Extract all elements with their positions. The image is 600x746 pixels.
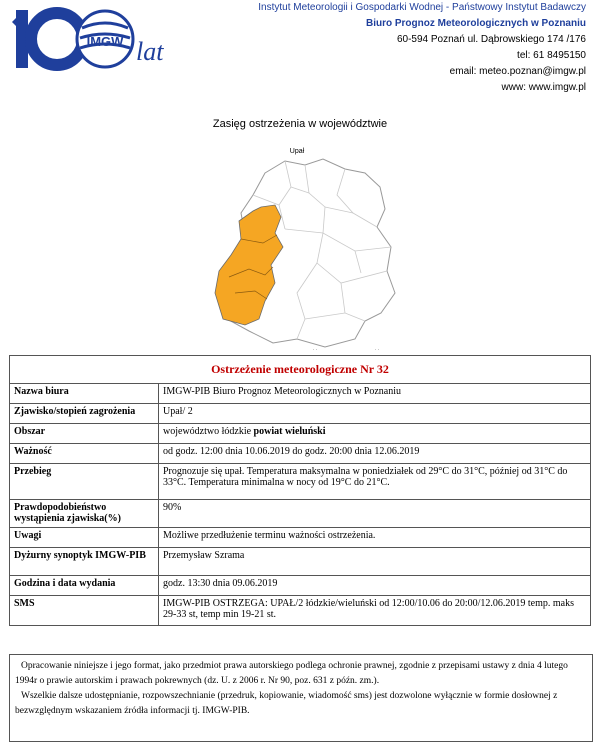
row-label: Przebieg: [10, 464, 159, 500]
email: email: meteo.poznan@imgw.pl: [449, 66, 586, 77]
copyright-notice: [9, 654, 593, 742]
warning-title-row: [10, 356, 591, 384]
table-row: [10, 424, 591, 444]
svg-text:. .: . .: [375, 346, 380, 352]
logo-text: IMGW: [86, 34, 124, 49]
phone: tel: 61 8495150: [517, 50, 586, 61]
row-value: Prognozuje się upał. Temperatura maksymalna w poniedziałek od 29°C do 31°C, później od 31°C do 33°C. Temperatura minimalna w nocy od 19°C do 21°C.: [159, 464, 591, 500]
row-value: Przemysław Szrama: [159, 548, 591, 576]
table-row: [10, 404, 591, 424]
table-row: [10, 464, 591, 500]
row-label: Nazwa biura: [10, 384, 159, 404]
table-row: [10, 528, 591, 548]
row-value: Upał/ 2: [159, 404, 591, 424]
area-county: powiat wieluński: [253, 426, 326, 437]
svg-text:. .: . .: [313, 346, 318, 352]
table-row: [10, 548, 591, 576]
copyright-paragraph: Opracowanie niniejsze i jego format, jako przedmiot prawa autorskiego podlega ochronie prawnej, zgodnie z przepisami ustawy z dnia 4 lutego 1994r o prawie autorskim i prawach pokrewnych (dz. U. z 2006 r. Nr 90, poz. 631 z późn. zm.).: [15, 661, 568, 686]
row-value: godz. 13:30 dnia 09.06.2019: [159, 576, 591, 596]
area-prefix: województwo łódzkie: [163, 426, 254, 437]
row-label: SMS: [10, 596, 159, 626]
table-row: [10, 596, 591, 626]
imgw-100-lat-logo: [12, 4, 182, 74]
table-row: [10, 576, 591, 596]
redistribution-paragraph: Wszelkie dalsze udostępnianie, rozpowszechnianie (przedruk, kopiowanie, wiadomość sms) jest dozwolone wyłącznie w formie dosłownej z bezwzględnym wskazaniem źródła informacji tj. IMGW-PIB.: [15, 691, 558, 716]
warning-title: Ostrzeżenie meteorologiczne Nr 32: [10, 356, 591, 384]
address: 60-594 Poznań ul. Dąbrowskiego 174 /176: [396, 34, 586, 45]
row-value: IMGW-PIB OSTRZEGA: UPAŁ/2 łódzkie/wieluński od 12:00/10.06 do 20:00/12.06.2019 temp. maks 29-33 st, temp min 19-21 st.: [159, 596, 591, 626]
row-label: Zjawisko/stopień zagrożenia: [10, 404, 159, 424]
row-label: Dyżurny synoptyk IMGW-PIB: [10, 548, 159, 576]
logo-script: lat: [136, 37, 164, 66]
row-label: Prawdopodobieństwo wystąpienia zjawiska(%): [10, 500, 159, 528]
row-value: od godz. 12:00 dnia 10.06.2019 do godz. 20:00 dnia 12.06.2019: [159, 444, 591, 464]
row-value: IMGW-PIB Biuro Prognoz Meteorologicznych w Poznaniu: [159, 384, 591, 404]
office-name: Biuro Prognoz Meteorologicznych w Poznaniu: [365, 18, 586, 29]
table-row: [10, 500, 591, 528]
institute-name: Instytut Meteorologii i Gospodarki Wodnej - Państwowy Instytut Badawczy: [258, 2, 586, 13]
row-label: Godzina i data wydania: [10, 576, 159, 596]
row-value: Możliwe przedłużenie terminu ważności ostrzeżenia.: [159, 528, 591, 548]
table-row: [10, 384, 591, 404]
warning-table: [9, 355, 591, 626]
row-value: [159, 424, 591, 444]
website: www: www.imgw.pl: [501, 82, 586, 93]
row-label: Obszar: [10, 424, 159, 444]
map-title: Zasięg ostrzeżenia w województwie: [212, 118, 388, 130]
map-label: Upał: [289, 148, 305, 155]
row-label: Ważność: [10, 444, 159, 464]
row-value: 90%: [159, 500, 591, 528]
row-label: Uwagi: [10, 528, 159, 548]
institute-header: [206, 0, 586, 96]
voivodeship-map: [205, 143, 405, 353]
table-row: [10, 444, 591, 464]
